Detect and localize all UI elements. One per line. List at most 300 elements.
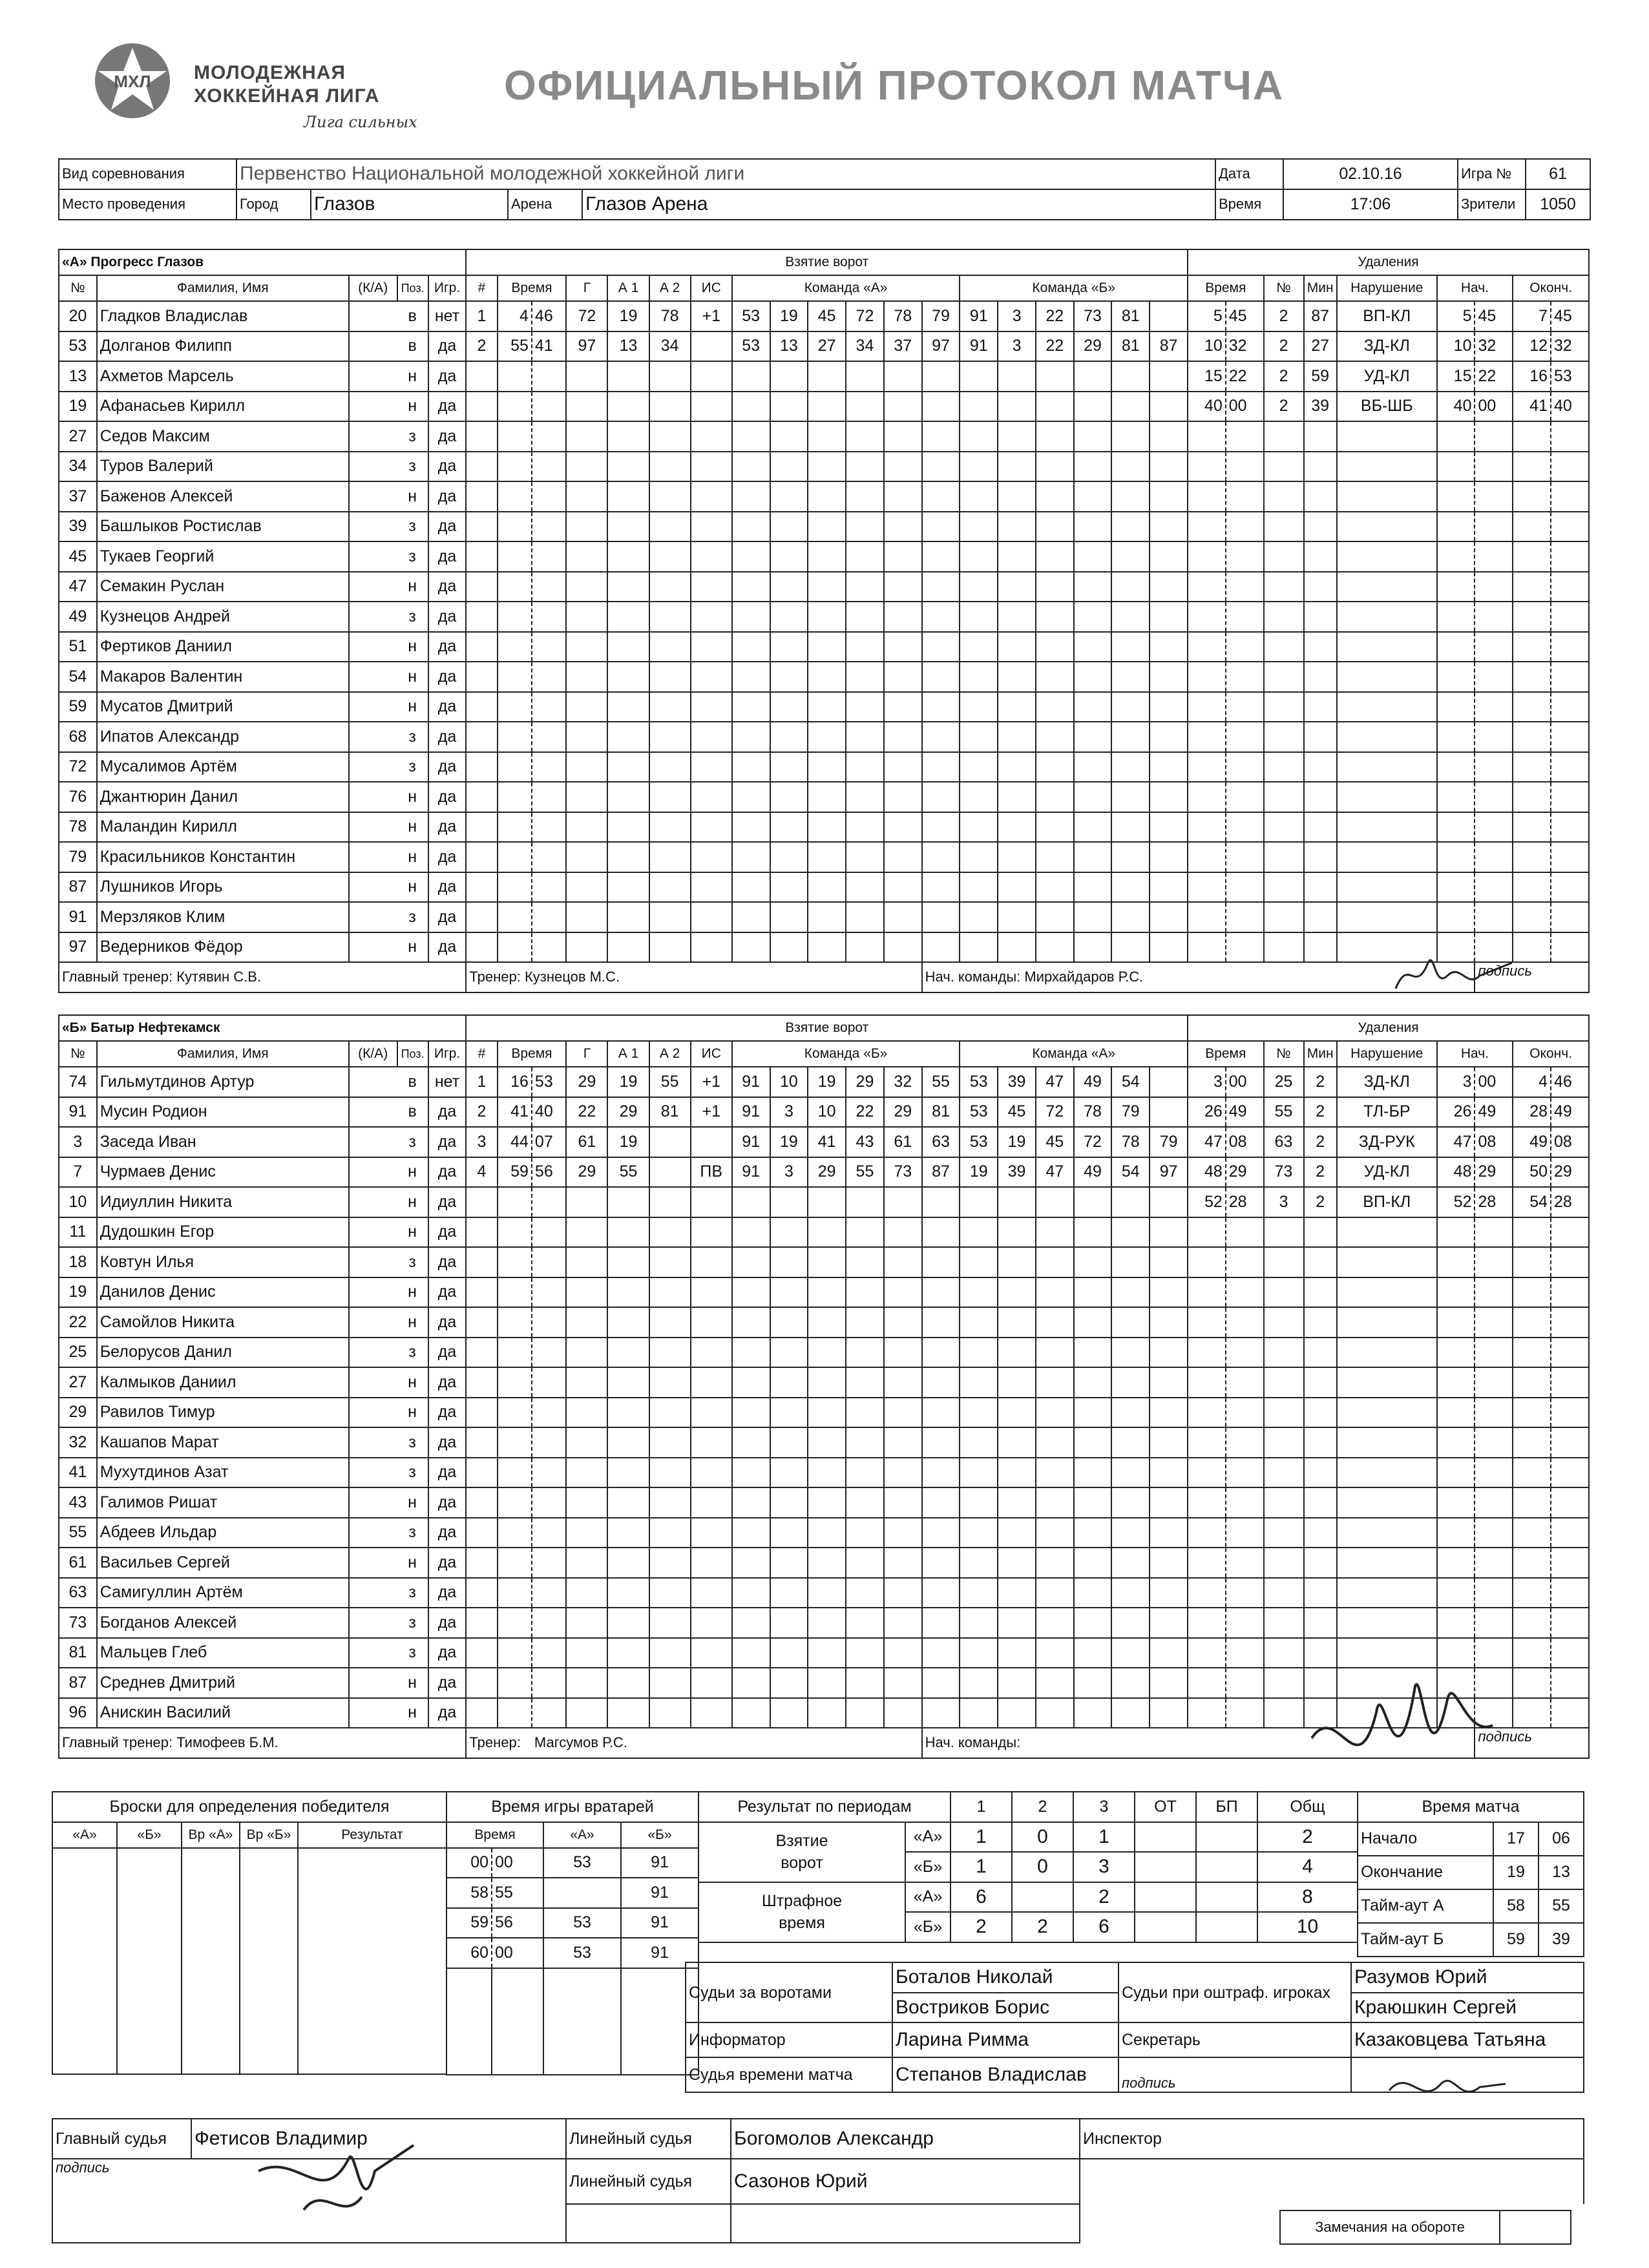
goal-min: [498, 1367, 532, 1398]
on-ice-own: 73: [884, 1157, 922, 1188]
player-name: Макаров Валентин: [97, 662, 349, 692]
pen-sec: [1226, 722, 1264, 752]
period-col: БП: [1196, 1792, 1257, 1822]
pen-violation: [1337, 1307, 1437, 1338]
pen-violation: [1337, 782, 1437, 812]
player-ka: [349, 1187, 397, 1217]
on-ice-opp: [1111, 632, 1150, 662]
on-ice-opp: [1150, 1668, 1188, 1698]
on-ice-own: [922, 1187, 960, 1217]
on-ice-opp: 78: [1074, 1097, 1112, 1128]
on-ice-own: [808, 602, 846, 632]
on-ice-own: 27: [808, 331, 846, 362]
goal-sec: [532, 1367, 566, 1398]
goal-sec: [532, 1698, 566, 1728]
player-row: [59, 872, 1589, 903]
on-ice-own: [732, 1187, 770, 1217]
goal-situation: [691, 1518, 732, 1548]
on-ice-opp: [1111, 722, 1150, 752]
on-ice-own: [808, 1187, 846, 1217]
pen-start-sec: [1475, 1518, 1513, 1548]
goal-num: [466, 1247, 497, 1277]
goal-scorer: [566, 1548, 607, 1578]
goal-sec: [532, 1277, 566, 1308]
pen-sec: [1226, 512, 1264, 542]
pen-end-min: [1513, 752, 1551, 782]
on-ice-own: [732, 782, 770, 812]
on-ice-own: [732, 572, 770, 602]
pen-violation: ЗД-РУК: [1337, 1127, 1437, 1157]
on-ice-own: [770, 1638, 808, 1668]
on-ice-opp: [1150, 692, 1188, 722]
on-ice-own: [922, 1367, 960, 1398]
pen-col4: [1304, 1247, 1337, 1277]
on-ice-opp: [1036, 452, 1074, 482]
on-ice-opp: [1111, 752, 1150, 782]
pen-end-sec: 40: [1551, 392, 1589, 422]
pen-col4: [1304, 692, 1337, 722]
goal-num: [466, 452, 497, 482]
goal-scorer: [566, 1307, 607, 1338]
on-ice-own: [732, 752, 770, 782]
team-title: «А» Прогресс Глазов: [59, 249, 466, 275]
on-ice-own: [808, 932, 846, 963]
on-ice-opp: [1074, 541, 1112, 572]
on-ice-own: 43: [846, 1127, 884, 1157]
pen-col3: 55: [1264, 1097, 1304, 1128]
goal-sec: [532, 902, 566, 932]
on-ice-opp: [1111, 1518, 1150, 1548]
on-ice-own: 91: [732, 1097, 770, 1128]
pen-violation: [1337, 541, 1437, 572]
goal-assist1: [607, 572, 649, 602]
on-ice-opp: [1036, 692, 1074, 722]
pen-start-min: [1437, 452, 1475, 482]
pen-col4: [1304, 572, 1337, 602]
pen-end-sec: [1551, 812, 1589, 843]
on-ice-own: [770, 902, 808, 932]
goal-situation: [691, 1458, 732, 1488]
col-ka: (К/А): [349, 1041, 397, 1067]
on-ice-opp: 79: [1111, 1097, 1150, 1128]
on-ice-own: [884, 782, 922, 812]
pen-min: [1188, 602, 1226, 632]
goal-assist1: [607, 1518, 649, 1548]
goal-assist2: [649, 692, 691, 722]
on-ice-opp: [998, 782, 1036, 812]
goal-num: 1: [466, 1067, 497, 1097]
player-row: [59, 1127, 1589, 1157]
player-number: 49: [59, 602, 97, 632]
on-ice-own: [732, 1668, 770, 1698]
goal-num: [466, 541, 497, 572]
on-ice-opp: [1111, 1217, 1150, 1248]
on-ice-own: [770, 421, 808, 452]
on-ice-opp: [1150, 1548, 1188, 1578]
player-row: [59, 1487, 1589, 1518]
pen-end-min: [1513, 872, 1551, 903]
pen-sec: [1226, 421, 1264, 452]
on-ice-own: [770, 1668, 808, 1698]
goal-sec: [532, 842, 566, 872]
pen-start-min: [1437, 1307, 1475, 1338]
col-goal-num: #: [466, 1041, 497, 1067]
on-ice-own: [808, 1608, 846, 1638]
on-ice-own: [884, 692, 922, 722]
player-name: Седов Максим: [97, 421, 349, 452]
player-number: 18: [59, 1247, 97, 1277]
goal-num: [466, 1338, 497, 1368]
on-ice-own: [884, 632, 922, 662]
goals-header: Взятие ворот: [466, 1015, 1188, 1041]
team-a-signature: [1389, 950, 1518, 1002]
on-ice-opp: [1111, 1367, 1150, 1398]
player-number: 3: [59, 1127, 97, 1157]
on-ice-opp: [998, 662, 1036, 692]
on-ice-opp: [1111, 421, 1150, 452]
match-time-row: [1358, 1856, 1584, 1889]
on-ice-opp: 45: [1036, 1127, 1074, 1157]
pen-end-sec: 28: [1551, 1187, 1589, 1217]
pen-violation: [1337, 722, 1437, 752]
pen-start-sec: [1475, 872, 1513, 903]
goal-scorer: [566, 722, 607, 752]
on-ice-own: [884, 572, 922, 602]
pen-start-sec: [1475, 632, 1513, 662]
pen-end-min: [1513, 512, 1551, 542]
on-ice-own: [846, 752, 884, 782]
on-ice-opp: [998, 1458, 1036, 1488]
on-ice-opp: [1111, 902, 1150, 932]
competition-label: Вид соревнования: [59, 159, 236, 189]
goal-scorer: [566, 1217, 607, 1248]
period-team: «Б»: [905, 1912, 951, 1942]
player-position: з: [397, 1518, 428, 1548]
player-row: [59, 1398, 1589, 1428]
goal-situation: [691, 1638, 732, 1668]
city-label: Город: [236, 189, 311, 220]
on-ice-own: [770, 452, 808, 482]
on-ice-opp: 49: [1074, 1067, 1112, 1097]
player-ka: [349, 1097, 397, 1128]
pen-end-min: 54: [1513, 1187, 1551, 1217]
goal-min: 4: [498, 301, 532, 331]
pim-label: Штрафное время: [698, 1882, 905, 1942]
goal-assist2: [649, 1608, 691, 1638]
on-ice-opp: [1036, 1518, 1074, 1548]
goal-min: [498, 662, 532, 692]
goal-assist1: [607, 1187, 649, 1217]
goal-min: 59: [498, 1157, 532, 1188]
goal-assist1: 55: [607, 1157, 649, 1188]
player-name: Лушников Игорь: [97, 872, 349, 903]
pen-min: [1188, 1518, 1226, 1548]
on-ice-own: [922, 752, 960, 782]
player-name: Туров Валерий: [97, 452, 349, 482]
on-ice-own: [770, 512, 808, 542]
pen-sec: [1226, 1338, 1264, 1368]
pen-end-min: [1513, 632, 1551, 662]
pen-end-sec: [1551, 1698, 1589, 1728]
on-ice-opp: [998, 1638, 1036, 1668]
goalie-b: 91: [621, 1938, 698, 1968]
on-ice-own: [846, 1277, 884, 1308]
pen-col3: [1264, 632, 1304, 662]
goal-situation: [691, 1367, 732, 1398]
pen-min: [1188, 1548, 1226, 1578]
pen-col3: [1264, 1638, 1304, 1668]
on-ice-opp: [1036, 812, 1074, 843]
on-ice-own: 41: [808, 1127, 846, 1157]
goal-situation: [691, 842, 732, 872]
on-ice-own: [808, 812, 846, 843]
pen-start-min: [1437, 722, 1475, 752]
player-position: н: [397, 842, 428, 872]
period-value: 0: [1012, 1852, 1073, 1882]
informer-label: Информатор: [686, 2022, 892, 2057]
on-ice-own: [846, 361, 884, 392]
player-name: Баженов Алексей: [97, 481, 349, 512]
player-row: [59, 452, 1589, 482]
on-ice-own: [884, 1427, 922, 1458]
pen-end-min: [1513, 1217, 1551, 1248]
player-position: н: [397, 361, 428, 392]
pen-end-min: 28: [1513, 1097, 1551, 1128]
on-ice-own: [846, 481, 884, 512]
goal-assist1: 19: [607, 1127, 649, 1157]
pen-col4: 39: [1304, 392, 1337, 422]
goal-scorer: [566, 1668, 607, 1698]
on-ice-own: [808, 452, 846, 482]
pen-sec: [1226, 1487, 1264, 1518]
pen-start-sec: [1475, 602, 1513, 632]
player-name: Равилов Тимур: [97, 1398, 349, 1428]
pen-start-min: [1437, 1608, 1475, 1638]
on-ice-opp: [1111, 1638, 1150, 1668]
goal-situation: ПВ: [691, 1157, 732, 1188]
pen-end-min: [1513, 452, 1551, 482]
player-position: н: [397, 632, 428, 662]
col-played: Игр.: [428, 1041, 467, 1067]
player-played: да: [428, 1277, 467, 1308]
on-ice-own: [732, 1398, 770, 1428]
on-ice-opp: [1150, 932, 1188, 963]
on-ice-opp: [1036, 541, 1074, 572]
on-ice-opp: [1150, 541, 1188, 572]
on-ice-own: [922, 421, 960, 452]
player-position: н: [397, 782, 428, 812]
player-played: да: [428, 872, 467, 903]
player-number: 22: [59, 1307, 97, 1338]
pen-violation: [1337, 602, 1437, 632]
player-position: з: [397, 602, 428, 632]
goal-sec: [532, 512, 566, 542]
pen-end-sec: [1551, 1458, 1589, 1488]
on-ice-opp: [1150, 1217, 1188, 1248]
goal-assist1: [607, 1367, 649, 1398]
pen-start-min: [1437, 602, 1475, 632]
on-ice-opp: [1150, 812, 1188, 843]
player-name: Мусатов Дмитрий: [97, 692, 349, 722]
on-ice-own: [922, 1458, 960, 1488]
player-name: Анискин Василий: [97, 1698, 349, 1728]
goal-min: [498, 842, 532, 872]
on-ice-own: 79: [922, 301, 960, 331]
player-played: да: [428, 1398, 467, 1428]
pen-start-min: [1437, 782, 1475, 812]
on-ice-opp: [998, 1698, 1036, 1728]
goal-assist2: [649, 1338, 691, 1368]
pen-start-min: 52: [1437, 1187, 1475, 1217]
on-ice-opp: [1111, 1247, 1150, 1277]
on-ice-own: [884, 1307, 922, 1338]
on-ice-own: [884, 1458, 922, 1488]
on-ice-own: [770, 632, 808, 662]
on-ice-opp: [1036, 572, 1074, 602]
on-ice-opp: [1111, 1458, 1150, 1488]
on-ice-opp: [1036, 1398, 1074, 1428]
on-ice-own: [732, 602, 770, 632]
on-ice-opp: 81: [1111, 301, 1150, 331]
pen-start-min: [1437, 1247, 1475, 1277]
on-ice-own: [732, 481, 770, 512]
on-ice-opp: [998, 752, 1036, 782]
on-ice-opp: [998, 842, 1036, 872]
on-ice-own: [884, 421, 922, 452]
on-ice-opp: [1150, 1247, 1188, 1277]
goal-num: [466, 1698, 497, 1728]
on-ice-own: [846, 812, 884, 843]
pen-violation: [1337, 1608, 1437, 1638]
goal-assist2: [649, 1398, 691, 1428]
pen-col3: [1264, 902, 1304, 932]
goal-min: [498, 1638, 532, 1668]
goal-num: [466, 812, 497, 843]
player-name: Тукаев Георгий: [97, 541, 349, 572]
col-violation: Нарушение: [1337, 275, 1437, 301]
pen-end-min: [1513, 1698, 1551, 1728]
goal-scorer: 29: [566, 1067, 607, 1097]
pen-sec: [1226, 1217, 1264, 1248]
goalie-b: 91: [621, 1848, 698, 1878]
on-ice-own: [922, 722, 960, 752]
pen-start-min: [1437, 1458, 1475, 1488]
on-ice-own: [846, 842, 884, 872]
on-ice-opp: [960, 1518, 998, 1548]
goal-num: [466, 361, 497, 392]
on-ice-opp: [960, 1367, 998, 1398]
pen-sec: [1226, 602, 1264, 632]
on-ice-own: [808, 842, 846, 872]
on-ice-opp: [960, 1668, 998, 1698]
goal-min: [498, 481, 532, 512]
pen-min: 47: [1188, 1127, 1226, 1157]
player-number: 20: [59, 301, 97, 331]
on-ice-opp: 54: [1111, 1067, 1150, 1097]
spectators-value: 1050: [1526, 189, 1590, 220]
player-position: н: [397, 1367, 428, 1398]
pen-start-sec: [1475, 541, 1513, 572]
period-value: 6: [1073, 1912, 1135, 1942]
on-ice-own: 91: [732, 1127, 770, 1157]
goal-sec: [532, 1518, 566, 1548]
player-number: 87: [59, 872, 97, 903]
on-ice-own: 3: [770, 1157, 808, 1188]
pen-end-sec: [1551, 512, 1589, 542]
pen-end-min: [1513, 812, 1551, 843]
on-ice-own: [922, 932, 960, 963]
pen-min: [1188, 722, 1226, 752]
goal-scorer: [566, 812, 607, 843]
match-time-row: [1358, 1923, 1584, 1957]
on-ice-opp: [1074, 1338, 1112, 1368]
on-ice-own: [846, 1398, 884, 1428]
pen-col4: [1304, 872, 1337, 903]
on-ice-opp: [1074, 812, 1112, 843]
player-row: [59, 1608, 1589, 1638]
notes-label: Замечания на обороте: [1280, 2210, 1500, 2244]
pen-start-sec: [1475, 812, 1513, 843]
on-ice-opp: [1150, 902, 1188, 932]
pen-start-min: 10: [1437, 331, 1475, 362]
pen-col3: [1264, 1277, 1304, 1308]
goal-num: [466, 782, 497, 812]
goal-assist2: [649, 1127, 691, 1157]
on-ice-opp: [1074, 512, 1112, 542]
on-ice-opp: [960, 752, 998, 782]
on-ice-own: [808, 1217, 846, 1248]
pen-start-min: 26: [1437, 1097, 1475, 1128]
pen-violation: [1337, 512, 1437, 542]
coach: Тренер: Кузнецов М.С.: [466, 962, 921, 992]
goal-assist2: [649, 1187, 691, 1217]
pen-col3: [1264, 1578, 1304, 1608]
goal-num: [466, 481, 497, 512]
period-col: 2: [1012, 1792, 1073, 1822]
on-ice-own: [732, 1338, 770, 1368]
match-time-row: [1358, 1889, 1584, 1923]
pen-col4: [1304, 632, 1337, 662]
pen-min: 40: [1188, 392, 1226, 422]
on-ice-opp: [1036, 1338, 1074, 1368]
goal-scorer: [566, 512, 607, 542]
pen-start-min: [1437, 1548, 1475, 1578]
pen-min: [1188, 421, 1226, 452]
goal-num: [466, 1548, 497, 1578]
player-name: Ипатов Александр: [97, 722, 349, 752]
pen-end-min: [1513, 1518, 1551, 1548]
goal-min: [498, 512, 532, 542]
on-ice-own: 29: [808, 1157, 846, 1188]
player-position: н: [397, 662, 428, 692]
goal-assist1: [607, 662, 649, 692]
on-ice-own: [846, 512, 884, 542]
player-played: да: [428, 1307, 467, 1338]
on-ice-opp: 78: [1111, 1127, 1150, 1157]
on-ice-own: [770, 602, 808, 632]
goal-min: [498, 1487, 532, 1518]
on-ice-own: [846, 572, 884, 602]
on-ice-opp: [1036, 421, 1074, 452]
col-on-ice-own: Команда «Б»: [732, 1041, 960, 1067]
player-position: н: [397, 572, 428, 602]
goalie-time-row: [446, 1908, 698, 1938]
pen-end-sec: [1551, 752, 1589, 782]
player-name: Белорусов Данил: [97, 1338, 349, 1368]
player-row: [59, 1518, 1589, 1548]
goal-assist2: [649, 1698, 691, 1728]
player-name: Калмыков Даниил: [97, 1367, 349, 1398]
